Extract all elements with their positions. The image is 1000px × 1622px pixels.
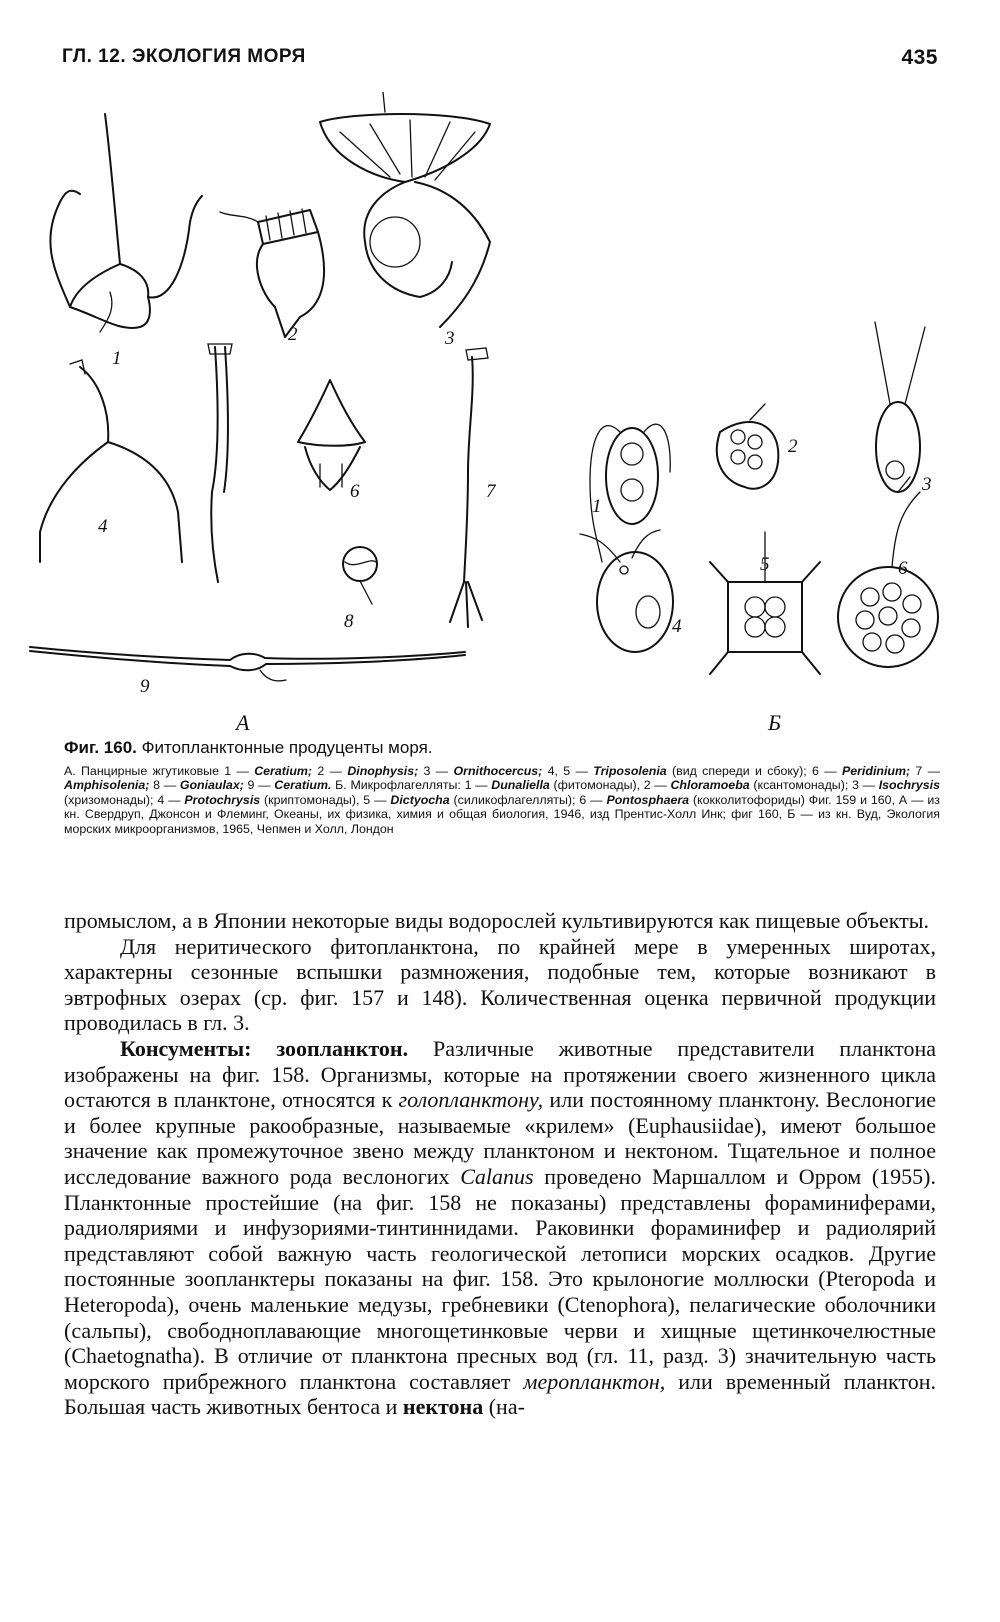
caption-seg: А. Панцирные жгутиковые 1 — [64,764,255,778]
organism-a4-triposolenia [40,360,182,562]
fig-a-label: А [236,710,250,735]
caption-seg: (вид спереди и сбоку); 6 — [666,764,842,778]
caption-genus: Isochrysis [878,778,941,793]
fig-b-label: Б [768,710,781,735]
organism-b3-isochrysis [875,322,925,492]
caption-genus: Goniaulax; [179,778,244,793]
organism-a5-triposolenia-side [208,344,232,582]
term-calanus: Calanus [460,1163,534,1189]
paragraph-2: Для неритического фитопланктона, по крайней мере в умеренных широтах, характерны сезонные вспышки размножения, подобные тем, которые возникают в эвтрофных озерах (ср. фиг. 157 и 148). Количественная оценка первичной продукции проводилась в гл. 3. [64,933,936,1036]
organism-a6-peridinium [298,380,365,490]
caption-genus: Ornithocercus; [453,764,543,778]
fig-b-num-1: 1 [592,496,602,517]
fig-b-num-6: 6 [898,558,908,579]
caption-genus: Ceratium. [274,778,332,793]
caption-seg: (криптомонады), 5 — [260,792,391,807]
caption-genus: Pontosphaera [606,792,690,807]
fig-a-num-4: 4 [98,516,108,537]
caption-seg: (силикофлагелляты); 6 — [449,792,607,807]
caption-genus: Peridinium; [841,764,911,778]
fig-a-num-6: 6 [350,481,360,502]
fig-a-num-3: 3 [445,328,455,349]
chapter-title: ГЛ. 12. ЭКОЛОГИЯ МОРЯ [62,46,306,67]
organism-a9-ceratium-long [30,647,465,681]
paragraph-1: промыслом, а в Японии некоторые виды водорослей культивируются как пищевые объекты. [64,908,930,933]
figure-drawing [20,92,980,752]
fig-a-num-7: 7 [486,481,496,502]
organism-b4-protochrysis [580,530,673,652]
organism-a3-ornithocercus [320,92,490,327]
organism-b6-pontosphaera [838,492,938,667]
fig-b-num-5: 5 [760,554,770,575]
caption-seg: 4, 5 — [542,764,594,778]
text-run: или временный планктон. Большая часть животных бентоса и [64,1368,936,1420]
text-run: Различные животные представители планктона изображены на фиг. 158. Организмы, которые на протяжении своего жизненного цикла остаются в планктоне, относятся к [64,1035,936,1113]
caption-genus: Ceratium; [254,764,313,778]
fig-a-num-8: 8 [344,611,354,632]
caption-figure-number: Фиг. 160. [64,738,137,757]
caption-title [64,738,940,758]
organism-b2-chloramoeba [717,404,779,489]
term-holoplankton: голопланктону, [398,1087,544,1113]
caption-seg: 3 — [418,764,454,778]
caption-seg: 2 — [312,764,348,778]
fig-b-num-2: 2 [788,436,798,457]
caption-seg: 8 — [149,778,180,793]
caption-seg: (фитомонады), 2 — [549,778,671,793]
text-run: проведено Маршаллом и Орром (1955). Планктонные простейшие (на фиг. 158 не показаны) представлены фораминиферами, радиоляриями и инфузориями-тинтиннидами. Раковинки фораминифер и радиолярий представляют собой важную часть геологической летописи морских осадков. Другие постоянные зоопланктеры показаны на фиг. 158. Это крылоногие моллюски (Pteropoda и Heteropoda), очень маленькие медузы, гребневики (Ctenophora), пелагические оболочники (сальпы), свободноплавающие многощетинковые черви и хищные щетинкочелюстные (Chaetognatha). В отличие от планктона пресных вод (гл. 11, разд. 3) значительную часть морского прибрежного планктона составляет [64,1163,936,1394]
organism-a7-amphisolenia [450,348,488,627]
fig-b-num-3: 3 [922,474,932,495]
caption-seg: (ксантомонады); 3 — [749,778,879,793]
organism-a1-ceratium [50,114,202,332]
caption-seg: Б. Микрофлагелляты: 1 — [331,778,492,793]
caption-title-text: Фитопланктонные продуценты моря. [141,738,433,757]
body-text [64,908,936,1420]
organism-b1-dunaliella [590,424,670,562]
paragraph-3 [64,1036,936,1420]
caption-genus: Dinophysis; [347,764,419,778]
term-nekton: нектона [402,1394,484,1420]
caption-seg: 9 — [243,778,275,793]
caption-genus: Chloramoeba [670,778,750,793]
fig-b-num-4: 4 [672,616,682,637]
fig-a-num-2: 2 [288,324,298,345]
section-heading-consumers: Консументы: зоопланктон. [120,1035,409,1061]
fig-a-num-1: 1 [112,348,122,369]
caption-genus: Dunaliella [491,778,550,793]
caption-seg: (хризомонады); 4 — [64,792,185,807]
organism-a2-dinophysis [220,209,324,337]
figure-caption [64,738,940,836]
caption-body [64,764,940,836]
caption-genus: Amphisolenia; [64,778,150,793]
text-run: (на- [483,1394,525,1420]
caption-genus: Protochrysis [184,792,261,807]
fig-a-num-9: 9 [140,676,150,697]
page-number: 435 [901,46,938,69]
caption-seg: 7 — [910,764,941,778]
caption-genus: Dictyocha [390,792,450,807]
text-run: или постоянному планктону. Веслоногие и более крупные ракообразные, называемые «крилем» (Euphausiidae), имеют большое значение как промежуточное звено между планктоном и нектоном. Тщательное и полное исследование важного рода веслоногих [64,1087,937,1189]
term-meroplankton: меропланктон, [523,1368,666,1394]
figure-160 [20,92,980,752]
organism-a8-goniaulax [343,547,377,604]
caption-genus: Triposolenia [593,764,667,778]
running-header [62,46,938,76]
caption-seg: (кокколитофориды) Фиг. 159 и 160, А — из кн. Свердруп, Джонсон и Флеминг, Океаны, их физика, химия и общая биология, 1946, изд Прентис-Холл Инк; фиг 160, Б — из кн. Вуд, Экология морских микроорганизмов, 1965, Чепмен и Холл, Лондон [64,792,940,836]
